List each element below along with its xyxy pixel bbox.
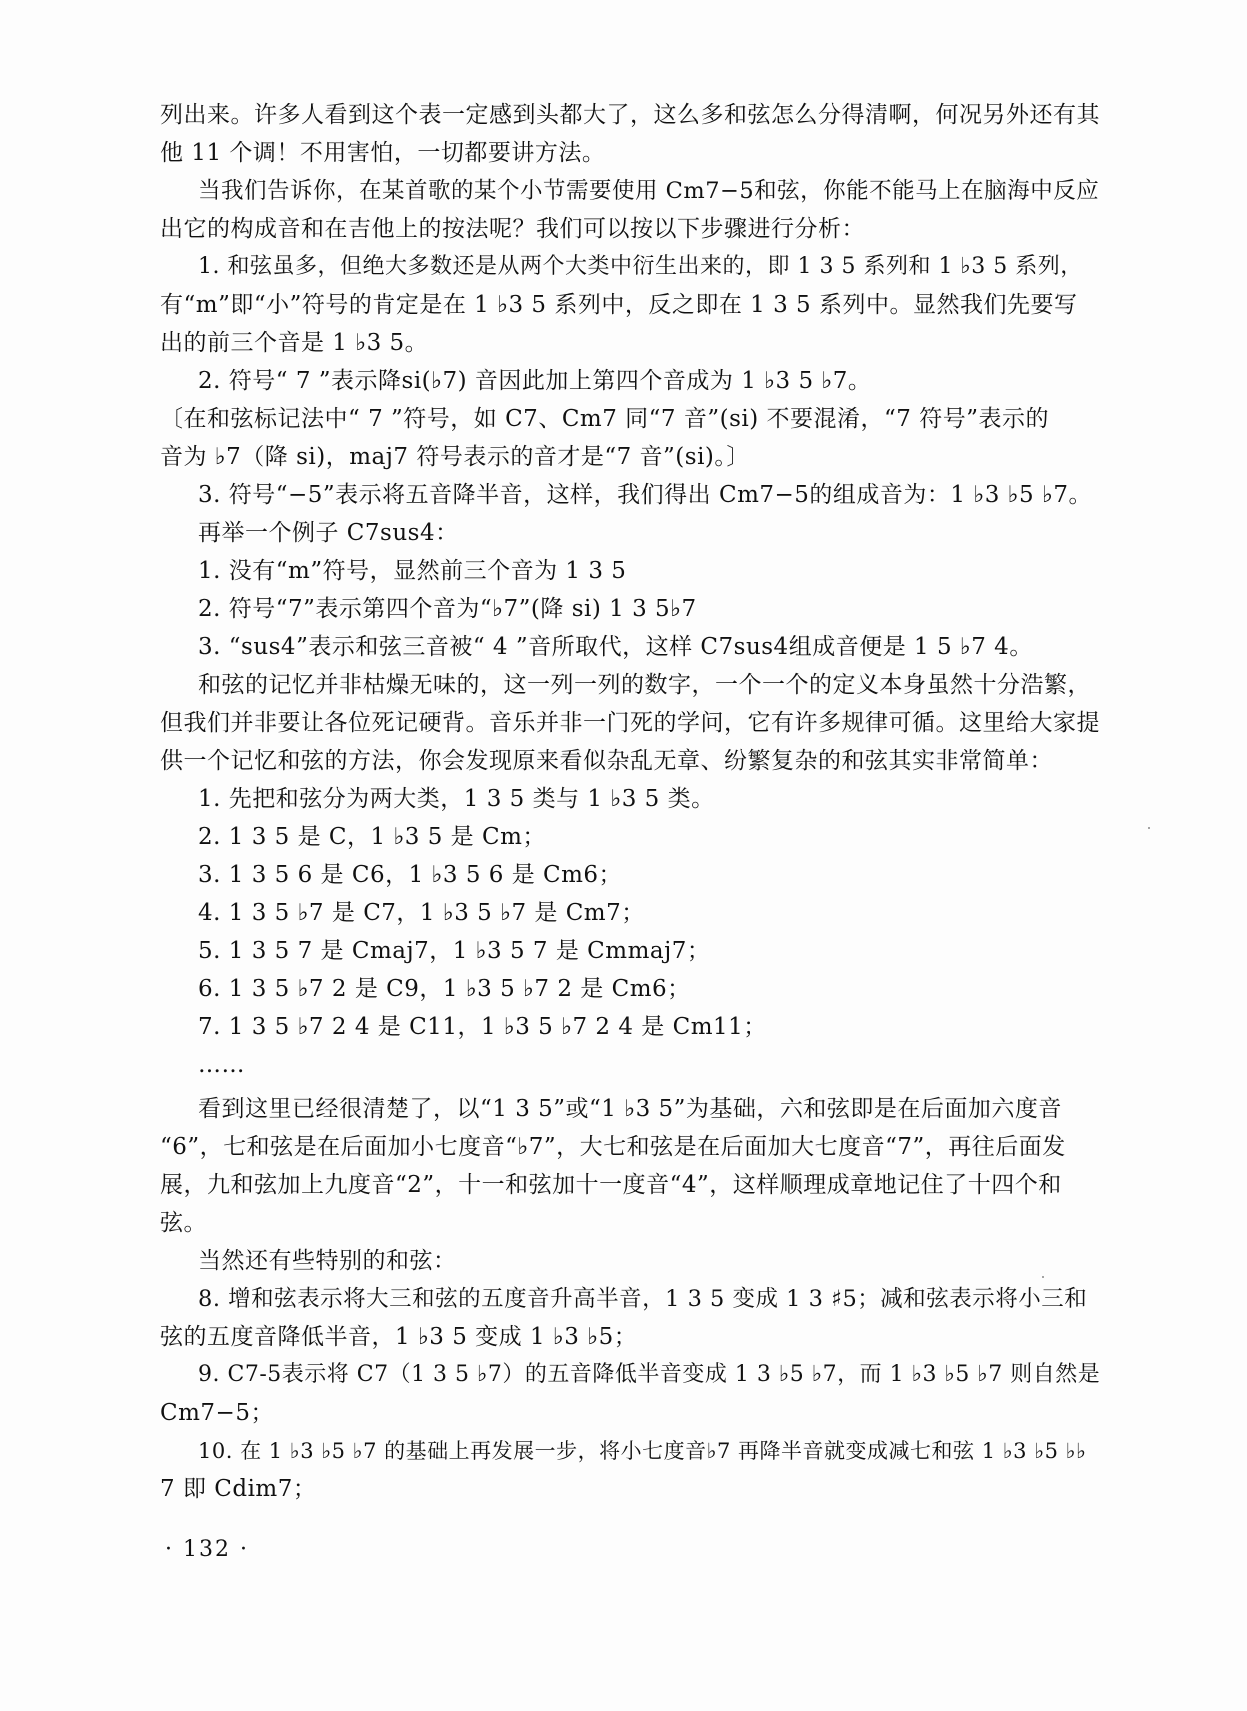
text-line: 1. 先把和弦分为两大类，1 3 5 类与 1 ♭3 5 类。 [198,786,715,812]
text-line: 出的前三个音是 1 ♭3 5。 [160,330,429,356]
text-line: 弦的五度音降低半音，1 ♭3 5 变成 1 ♭3 ♭5； [160,1324,638,1350]
text-line: 看到这里已经很清楚了，以“1 3 5”或“1 ♭3 5”为基础，六和弦即是在后面加六度音 [198,1096,1062,1122]
text-line: 2. 1 3 5 是 C，1 ♭3 5 是 Cm； [198,824,546,850]
text-line: Cm7−5； [160,1400,274,1426]
text-line: 6. 1 3 5 ♭7 2 是 C9，1 ♭3 5 ♭7 2 是 Cm6； [198,976,691,1002]
text-line: 7 即 Cdim7； [160,1476,317,1502]
text-line: 出它的构成音和在吉他上的按法呢？我们可以按以下步骤进行分析： [160,216,865,242]
text-line: 有“m”即“小”符号的肯定是在 1 ♭3 5 系列中，反之即在 1 3 5 系列中。显然我们先要写 [160,292,1078,318]
text-line: 当然还有些特别的和弦： [198,1248,457,1274]
text-line: 供一个记忆和弦的方法，你会发现原来看似杂乱无章、纷繁复杂的和弦其实非常简单： [160,748,1053,774]
text-line: 列出来。许多人看到这个表一定感到头都大了，这么多和弦怎么分得清啊，何况另外还有其 [160,102,1100,128]
text-line: 1. 没有“m”符号，显然前三个音为 1 3 5 [198,558,627,584]
text-line: 弦。 [160,1210,207,1236]
text-line: “6”，七和弦是在后面加小七度音“♭7”，大七和弦是在后面加大七度音“7”，再往后面发 [160,1134,1066,1160]
text-line: 音为 ♭7（降 si)，maj7 符号表示的音才是“7 音”(si)。〕 [160,444,750,470]
text-line: 10. 在 1 ♭3 ♭5 ♭7 的基础上再发展一步，将小七度音♭7 再降半音就变成减七和弦 1 ♭3 ♭5 ♭♭ [198,1439,1087,1463]
text-line: 1. 和弦虽多，但绝大多数还是从两个大类中衍生出来的，即 1 3 5 系列和 1 ♭3 5 系列， [198,254,1083,279]
text-line: 3. 1 3 5 6 是 C6，1 ♭3 5 6 是 Cm6； [198,862,623,888]
text-line: 当我们告诉你，在某首歌的某个小节需要使用 Cm7−5和弦，你能不能马上在脑海中反应 [198,178,1100,204]
text-line: 展，九和弦加上九度音“2”，十一和弦加十一度音“4”，这样顺理成章地记住了十四个和 [160,1172,1062,1198]
text-line: 5. 1 3 5 7 是 Cmaj7，1 ♭3 5 7 是 Cmmaj7； [198,938,711,964]
text-line: 2. 符号“7”表示第四个音为“♭7”(降 si) 1 3 5♭7 [198,596,697,622]
text-line: 3. “sus4”表示和弦三音被“ 4 ”音所取代，这样 C7sus4组成音便是 1 5 ♭7 4。 [198,634,1033,660]
text-line: 他 11 个调！不用害怕，一切都要讲方法。 [160,140,606,166]
text-line: 和弦的记忆并非枯燥无味的，这一列一列的数字，一个一个的定义本身虽然十分浩繁， [198,672,1091,698]
text-line: …… [198,1052,245,1078]
text-line: 但我们并非要让各位死记硬背。音乐并非一门死的学问，它有许多规律可循。这里给大家提 [160,710,1100,736]
text-line: 8. 增和弦表示将大三和弦的五度音升高半音，1 3 5 变成 1 3 ♯5；减和弦表示将小三和 [198,1286,1088,1312]
page-number: · 132 · [165,1537,249,1562]
text-line: 7. 1 3 5 ♭7 2 4 是 C11，1 ♭3 5 ♭7 2 4 是 Cm11； [198,1014,767,1040]
text-line: 4. 1 3 5 ♭7 是 C7，1 ♭3 5 ♭7 是 Cm7； [198,900,645,926]
scan-speck [1042,1276,1044,1278]
text-line: 2. 符号“ 7 ”表示降si(♭7) 音因此加上第四个音成为 1 ♭3 5 ♭7。 [198,368,872,394]
text-line: 9. C7-5表示将 C7（1 3 5 ♭7）的五音降低半音变成 1 3 ♭5 ♭7，而 1 ♭3 ♭5 ♭7 则自然是 [198,1362,1101,1387]
text-line: 〔在和弦标记法中“ 7 ”符号，如 C7、Cm7 同“7 音”(si) 不要混淆，“7 符号”表示的 [160,406,1050,432]
text-line: 再举一个例子 C7sus4： [198,520,459,546]
text-line: 3. 符号“−5”表示将五音降半音，这样，我们得出 Cm7−5的组成音为：1 ♭3 ♭5 ♭7。 [198,482,1092,508]
scan-speck [1148,827,1150,829]
